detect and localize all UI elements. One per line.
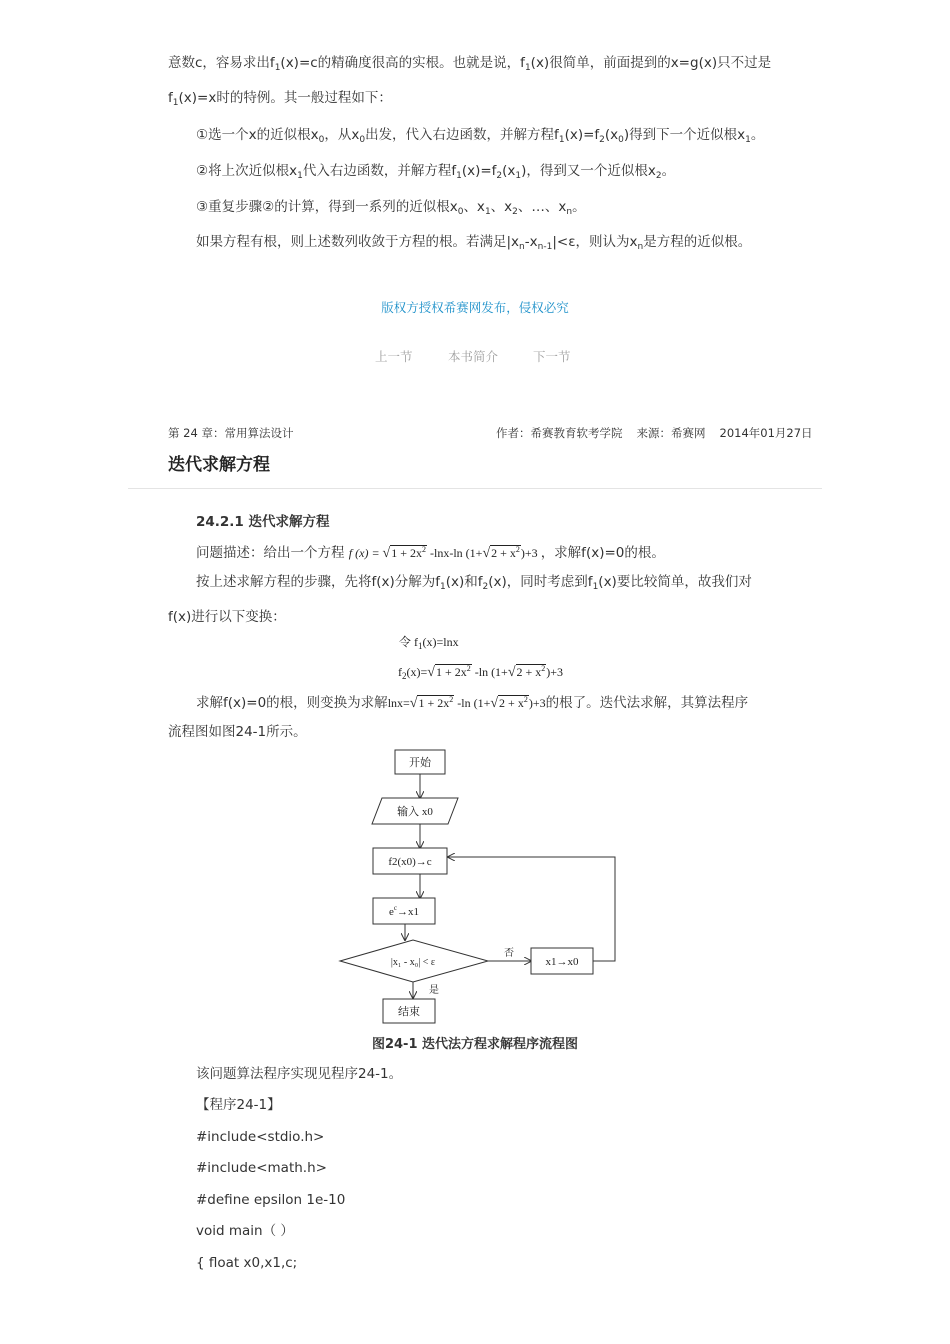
title-divider: [128, 488, 822, 489]
flowchart-ref-text: 流程图如图24-1所示。: [168, 724, 307, 740]
code-line: #include<stdio.h>: [196, 1129, 325, 1145]
code-label: 【程序24-1】: [196, 1097, 281, 1113]
code-intro: 该问题算法程序实现见程序24-1。: [196, 1066, 403, 1082]
convergence-text: 如果方程有根，则上述数列收敛于方程的根。若满足$|x_n-x_{n-1}|<\varepsilon$，则认为$x_n$是方程的近似根。: [196, 234, 752, 252]
code-line: void main（ ）: [196, 1223, 294, 1239]
step-2: ②将上次近似根$x_1$代入右边函数，并解方程$f_1(x)=f_2(x_1)$，得到又一个近似根$x_2$。: [196, 163, 676, 181]
flowchart: [330, 740, 630, 1030]
flow-no-label: 否: [504, 948, 514, 959]
f2-formula: $f_2(x)=√1 + 2x^2$ -ln $(1+√2 + x^2)+3$: [398, 664, 564, 681]
flow-end-label: 结束: [398, 1006, 420, 1018]
flow-yes-label: 是: [429, 985, 439, 996]
transform-text: f(x)进行以下变换：: [168, 609, 286, 625]
code-line: { float x0,x1,c;: [196, 1255, 298, 1271]
step-1: ①选一个x的近似根$x_0$，从$x_0$出发，代入右边函数，并解方程$f_1(x)=f_2(x_0)$得到下一个近似根$x_1$。: [196, 127, 765, 145]
copyright-link[interactable]: 版权方授权希赛网发布，侵权必究: [381, 300, 569, 315]
code-line: #define epsilon 1e-10: [196, 1192, 346, 1208]
code-line: #include<math.h>: [196, 1160, 327, 1176]
figure-caption: 图24-1 迭代法方程求解程序流程图: [371, 1037, 579, 1052]
source: 来源：希赛网: [636, 426, 706, 440]
page-title: 迭代求解方程: [168, 455, 270, 475]
intro-line-1: 意数c，容易求出$f_1(x)=c$的精确度很高的实根。也就是说，$f_1(x)$很简单，前面提到的x=g(x)只不过是: [168, 55, 772, 73]
let-f1-formula: 令 $f_1(x)=\ln x$: [399, 635, 459, 651]
chapter-label[interactable]: 第 24 章：常用算法设计: [168, 426, 294, 440]
problem-description: 问题描述：给出一个方程 f $(x) = √1 + 2x^2$ -lnx-ln $(1+√2 + x^2)+3$ ，求解f(x)=0的根。: [196, 545, 665, 561]
flow-assign-label: f2(x0)→c: [388, 856, 432, 868]
flow-swap-label: x1→x0: [545, 956, 579, 968]
author: 作者：希赛教育软考学院: [496, 426, 623, 440]
decompose-text: 按上述求解方程的步骤，先将f(x)分解为$f_1(x)$和$f_2(x)$，同时考虑到$f_1(x)$要比较简单，故我们对: [196, 574, 752, 592]
flow-input-label: 输入 x0: [397, 806, 433, 818]
section-heading: 24.2.1 迭代求解方程: [196, 514, 330, 530]
step-3: ③重复步骤②的计算，得到一系列的近似根$x_0$、$x_1$、$x_2$、…、$x_n$。: [196, 199, 586, 217]
nav-prev-link[interactable]: 上一节: [375, 349, 413, 364]
flow-exp-label: $e^c\to x1$: [389, 904, 419, 918]
flow-start-label: 开始: [409, 757, 431, 769]
date: 2014年01月27日: [719, 426, 813, 440]
article-meta: [496, 425, 813, 441]
nav-next-link[interactable]: 下一节: [533, 349, 571, 364]
solve-text: 求解f(x)=0的根，则变换为求解$\ln x=√1 + 2x^2$ -ln $(1+√2 + x^2)+3$的根了。迭代法求解，其算法程序: [196, 695, 749, 711]
intro-line-2: $f_1(x)=x$时的特例。其一般过程如下：: [168, 90, 392, 108]
flow-cond-label: |x₁ - x₀| < ε: [390, 957, 436, 968]
equation-f: f $(x) = √1 + 2x^2$ -lnx-ln $(1+√2 + x^2)+3$: [348, 545, 538, 561]
nav-toc-link[interactable]: 本书简介: [448, 349, 499, 364]
